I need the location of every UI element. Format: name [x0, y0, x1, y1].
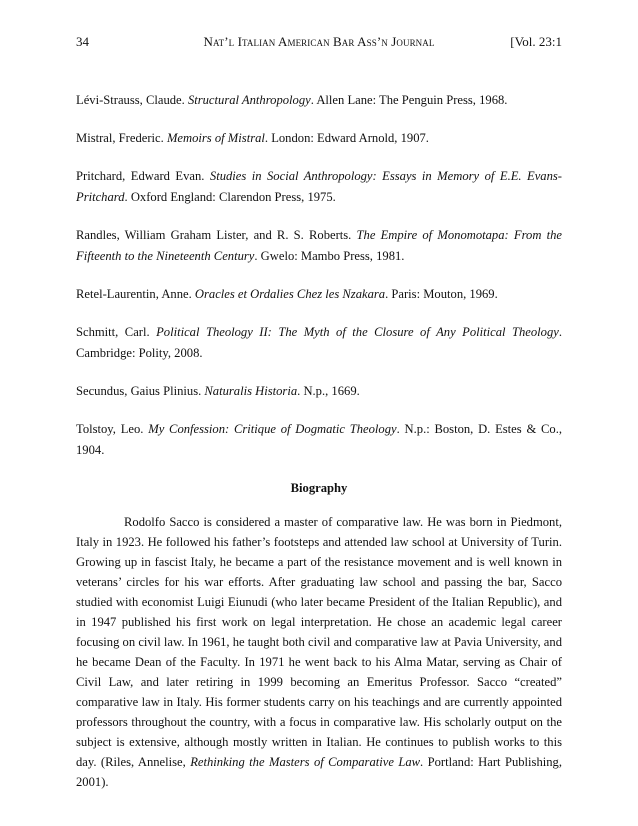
work-title: Political Theology II: The Myth of the Closure of Any Political Theology [156, 325, 559, 339]
document-page [76, 0, 562, 826]
work-title: Memoirs of Mistral [166, 131, 265, 145]
bibliography-entry: Randles, William Graham Lister, and R. S. Roberts. The Empire of Monomotapa: From the Fifteenth to the Nineteenth Century. Gwelo: Mambo Press, 1981. [76, 228, 562, 263]
journal-title: Nat’l Italian American Bar Ass’n Journal [203, 34, 435, 49]
bibliography-entry: Mistral, Frederic. Memoirs of Mistral. London: Edward Arnold, 1907. [76, 131, 429, 145]
section-heading: Biography [290, 481, 348, 495]
bibliography-entry: Lévi-Strauss, Claude. Structural Anthropology. Allen Lane: The Penguin Press, 1968. [76, 93, 508, 107]
work-title: Oracles et Ordalies Chez les Nzakara [194, 287, 386, 301]
work-title: Studies in Social Anthropology: Essays in Memory of E.E. Evans-Pritchard [76, 169, 562, 204]
work-title: Structural Anthropology [187, 93, 311, 107]
citation-title: Rethinking the Masters of Comparative Law [190, 755, 421, 769]
volume-label: [Vol. 23:1 [510, 34, 562, 49]
bibliography-entry: Pritchard, Edward Evan. Studies in Social Anthropology: Essays in Memory of E.E. Evans-Pritchard. Oxford England: Clarendon Press, 1975. [76, 169, 562, 204]
running-header [76, 33, 562, 51]
biography-paragraph: Rodolfo Sacco is considered a master of comparative law. He was born in Piedmont, Italy in 1923. He followed his father’s footsteps and attended law school at University of Turin. Growing up in fascist Italy, he became a part of the resistance movement and is well known in veterans’ circles for his war efforts. After graduating law school and passing the bar, Sacco studied with economist Luigi Eiunudi (who later became President of the Italian Republic), and in 1947 published his first work on legal interpretation. He chose an academic legal career focusing on civil law. In 1961, he taught both civil and comparative law at Pavia University, and he became Dean of the Faculty. In 1971 he went back to his Alma Matar, serving as Chair of Civil Law, and later retiring in 1999 becoming an Emeritus Professor. Sacco “created” comparative law in Italy. His former students carry on his teachings and are currently appointed professors throughout the country, with a focus in comparative law. His scholarly output on the subject is extensive, although mostly written in Italian. He continues to publish works to this day. (Riles, Annelise, Rethinking the Masters of Comparative Law. Portland: Hart Publishing, 2001). [76, 515, 562, 789]
page-number: 34 [76, 34, 89, 49]
bibliography-entry: Tolstoy, Leo. My Confession: Critique of Dogmatic Theology. N.p.: Boston, D. Estes & Co., 1904. [76, 422, 562, 457]
bibliography-entry: Retel-Laurentin, Anne. Oracles et Ordalies Chez les Nzakara. Paris: Mouton, 1969. [76, 287, 498, 301]
bibliography-entry: Secundus, Gaius Plinius. Naturalis Historia. N.p., 1669. [76, 384, 360, 398]
work-title: Naturalis Historia [204, 384, 298, 398]
work-title: The Empire of Monomotapa: From the Fifteenth to the Nineteenth Century [76, 228, 562, 263]
bibliography [76, 90, 562, 792]
bibliography-entry: Schmitt, Carl. Political Theology II: The Myth of the Closure of Any Political Theology. Cambridge: Polity, 2008. [76, 325, 562, 360]
work-title: My Confession: Critique of Dogmatic Theology [148, 422, 397, 436]
